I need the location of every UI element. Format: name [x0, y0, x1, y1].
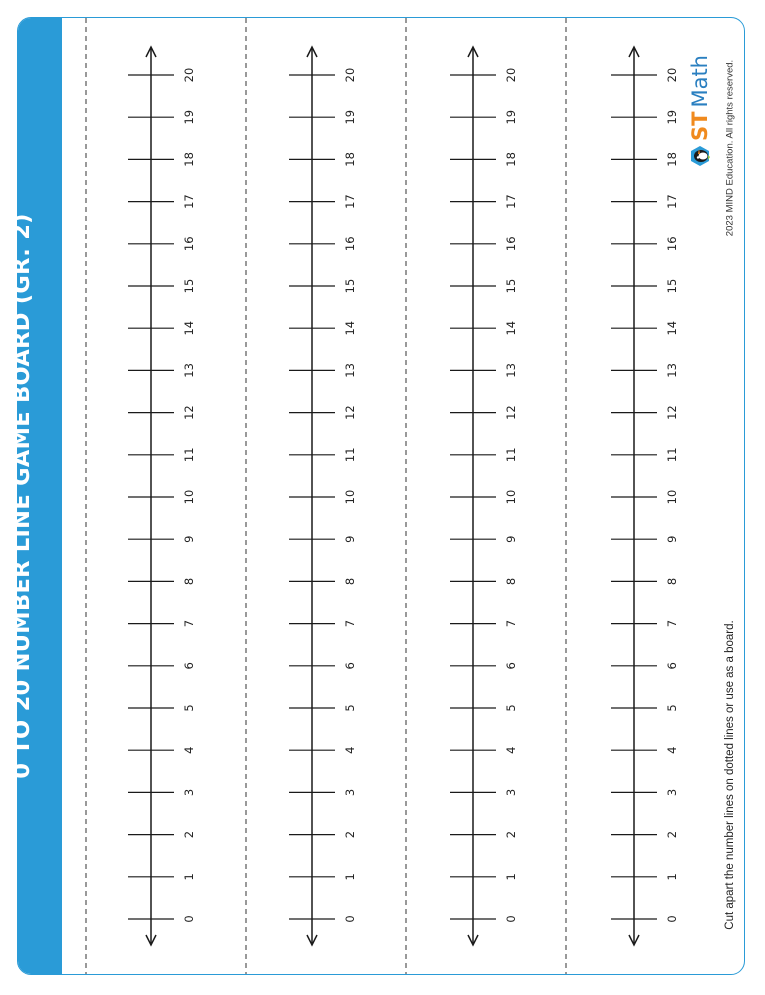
- tick-label: 0: [182, 915, 196, 923]
- tick-label: 10: [504, 489, 518, 505]
- tick-label: 9: [665, 535, 679, 543]
- tick-label: 10: [182, 489, 196, 505]
- tick-label: 0: [504, 915, 518, 923]
- tick-label: 13: [665, 363, 679, 378]
- tick-label: 14: [665, 320, 679, 336]
- logo-st-text: ST: [688, 111, 712, 141]
- tick-label: 16: [504, 236, 518, 252]
- tick-label: 20: [665, 67, 679, 83]
- tick-label: 17: [665, 194, 679, 209]
- tick-label: 6: [665, 662, 679, 670]
- tick-label: 8: [665, 577, 679, 586]
- tick-label: 0: [343, 915, 357, 923]
- tick-label: 12: [665, 405, 679, 420]
- tick-label: 20: [504, 67, 518, 83]
- tick-label: 11: [182, 447, 196, 463]
- penguin-logo-icon: [689, 145, 711, 169]
- tick-label: 5: [343, 704, 357, 712]
- tick-label: 1: [343, 873, 357, 881]
- tick-label: 15: [182, 278, 196, 294]
- tick-label: 3: [504, 788, 518, 797]
- tick-label: 5: [182, 704, 196, 712]
- tick-label: 5: [504, 704, 518, 712]
- tick-label: 17: [182, 194, 196, 209]
- tick-label: 19: [665, 109, 679, 125]
- tick-label: 4: [504, 746, 518, 754]
- tick-label: 11: [665, 447, 679, 463]
- tick-label: 18: [182, 152, 196, 167]
- tick-label: 4: [665, 746, 679, 754]
- tick-label: 15: [665, 278, 679, 294]
- tick-label: 15: [343, 278, 357, 294]
- tick-label: 10: [665, 489, 679, 505]
- tick-label: 19: [504, 109, 518, 125]
- tick-label: 2: [182, 830, 196, 839]
- tick-label: 20: [343, 67, 357, 83]
- tick-label: 6: [504, 662, 518, 670]
- tick-label: 9: [182, 535, 196, 543]
- tick-label: 20: [182, 67, 196, 83]
- tick-label: 11: [343, 447, 357, 463]
- tick-label: 13: [182, 363, 196, 378]
- tick-label: 0: [665, 915, 679, 923]
- tick-label: 4: [182, 746, 196, 754]
- tick-label: 12: [343, 405, 357, 420]
- tick-label: 7: [665, 619, 679, 628]
- tick-label: 14: [182, 320, 196, 336]
- tick-label: 13: [343, 363, 357, 378]
- tick-label: 3: [343, 788, 357, 797]
- copyright-notice: 2023 MIND Education. All rights reserved.: [724, 59, 736, 237]
- tick-label: 1: [665, 873, 679, 881]
- tick-label: 6: [182, 662, 196, 670]
- tick-label: 8: [182, 577, 196, 586]
- tick-label: 12: [504, 405, 518, 420]
- tick-label: 18: [343, 152, 357, 167]
- tick-label: 1: [182, 873, 196, 881]
- st-math-logo: [688, 55, 712, 169]
- tick-label: 2: [343, 830, 357, 839]
- tick-label: 13: [504, 363, 518, 378]
- tick-label: 7: [343, 619, 357, 628]
- tick-label: 12: [182, 405, 196, 420]
- tick-label: 6: [343, 662, 357, 670]
- tick-label: 17: [343, 194, 357, 209]
- tick-label: 7: [182, 619, 196, 628]
- logo-math-text: Math: [688, 55, 712, 108]
- tick-label: 5: [665, 704, 679, 712]
- tick-label: 19: [182, 109, 196, 125]
- cut-instruction: Cut apart the number lines on dotted lines or use as a board.: [724, 620, 736, 930]
- tick-label: 4: [343, 746, 357, 754]
- tick-label: 2: [665, 830, 679, 839]
- tick-label: 3: [182, 788, 196, 797]
- tick-label: 8: [343, 577, 357, 586]
- tick-label: 3: [665, 788, 679, 797]
- tick-label: 1: [504, 873, 518, 881]
- tick-label: 16: [182, 236, 196, 252]
- page-title: 0 TO 20 NUMBER LINE GAME BOARD (GR. 2): [9, 213, 35, 779]
- tick-label: 9: [343, 535, 357, 543]
- tick-label: 7: [504, 619, 518, 628]
- tick-label: 11: [504, 447, 518, 463]
- tick-label: 14: [343, 320, 357, 336]
- tick-label: 8: [504, 577, 518, 586]
- tick-label: 16: [343, 236, 357, 252]
- tick-label: 9: [504, 535, 518, 543]
- tick-label: 18: [665, 152, 679, 167]
- tick-label: 15: [504, 278, 518, 294]
- tick-label: 10: [343, 489, 357, 505]
- tick-label: 14: [504, 320, 518, 336]
- tick-label: 18: [504, 152, 518, 167]
- tick-label: 17: [504, 194, 518, 209]
- tick-label: 16: [665, 236, 679, 252]
- tick-label: 19: [343, 109, 357, 125]
- tick-label: 2: [504, 830, 518, 839]
